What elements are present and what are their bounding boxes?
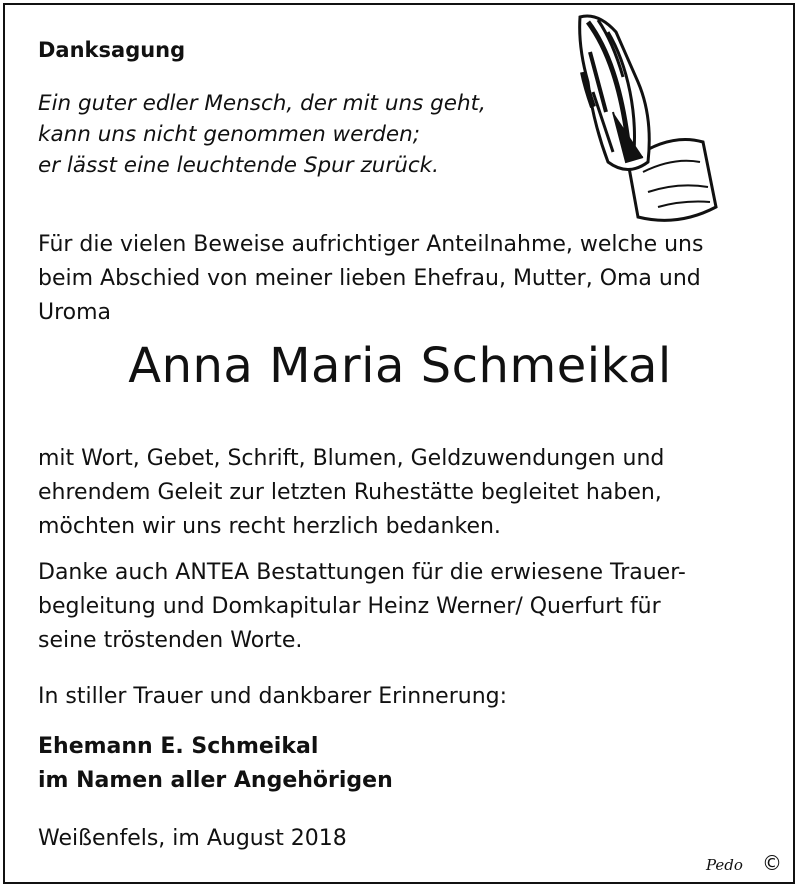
verse-line: kann uns nicht genommen werden; [38,122,420,147]
thanks-paragraph [38,442,768,544]
deceased-name: Anna Maria Schmeikal [128,338,672,394]
intro-paragraph [38,228,768,330]
copyright-mark: © [762,851,782,875]
thanks-line: ehrendem Geleit zur letzten Ruhestätte begleitet haben, [38,480,662,505]
signature [38,730,393,798]
verse-line: Ein guter edler Mensch, der mit uns geht, [38,91,486,116]
extra-thanks-paragraph [38,556,768,658]
verse [38,88,578,181]
praying-hands-icon [568,12,718,230]
verse-line: er lässt eine leuchtende Spur zurück. [38,153,439,178]
artist-credit: Pedo [706,856,743,874]
thanks-line: möchten wir uns recht herzlich bedanken. [38,514,501,539]
extra-thanks-line: seine tröstenden Worte. [38,628,303,653]
intro-line: Für die vielen Beweise aufrichtiger Anteilnahme, welche uns [38,232,704,257]
thanks-line: mit Wort, Gebet, Schrift, Blumen, Geldzuwendungen und [38,446,665,471]
intro-line: Uroma [38,300,112,325]
signature-line: Ehemann E. Schmeikal [38,734,319,759]
place-date: Weißenfels, im August 2018 [38,826,347,851]
extra-thanks-line: begleitung und Domkapitular Heinz Werner/ Querfurt für [38,594,661,619]
extra-thanks-line: Danke auch ANTEA Bestattungen für die erwiesene Trauer- [38,560,686,585]
intro-line: beim Abschied von meiner lieben Ehefrau, Mutter, Oma und [38,266,701,291]
signature-line: im Namen aller Angehörigen [38,768,393,793]
notice-heading: Danksagung [38,38,186,62]
closing-line: In stiller Trauer und dankbarer Erinnerung: [38,684,508,709]
